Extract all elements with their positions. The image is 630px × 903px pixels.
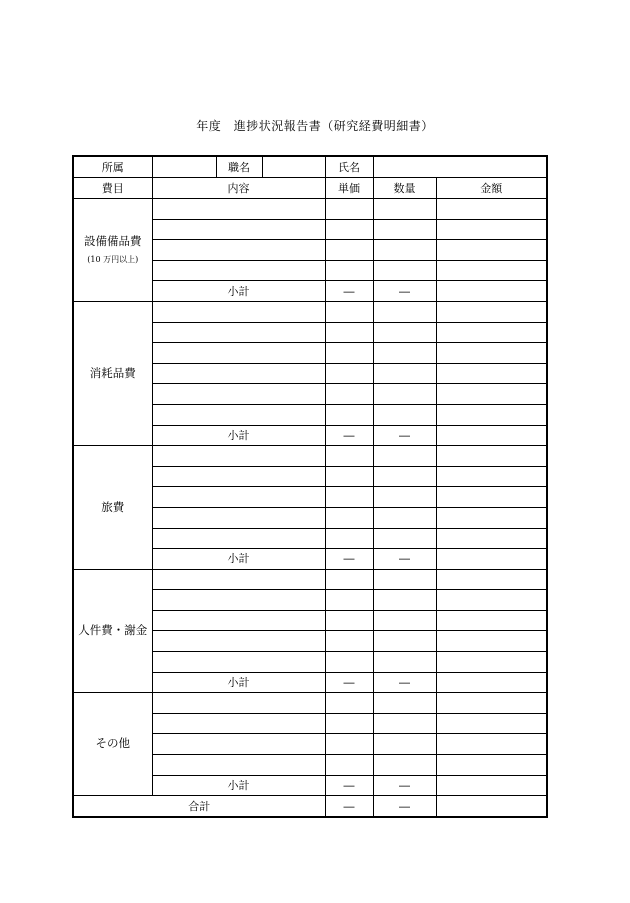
page-title: 年度 進捗状況報告書（研究経費明細書）: [196, 119, 434, 133]
content-cell[interactable]: [152, 569, 325, 590]
total-amount-cell[interactable]: [436, 796, 547, 817]
content-cell[interactable]: [152, 219, 325, 240]
subtotal-unit-price-dash: ―: [325, 281, 373, 302]
table-row: [73, 569, 547, 590]
amount-cell[interactable]: [436, 322, 547, 343]
unit-price-cell[interactable]: [325, 260, 373, 281]
amount-cell[interactable]: [436, 528, 547, 549]
total-unit-price-dash: ―: [325, 796, 373, 817]
name-field[interactable]: [373, 156, 547, 178]
content-cell[interactable]: [152, 631, 325, 652]
amount-cell[interactable]: [436, 343, 547, 364]
unit-price-cell[interactable]: [325, 610, 373, 631]
unit-price-cell[interactable]: [325, 652, 373, 673]
amount-cell[interactable]: [436, 260, 547, 281]
total-row: [73, 796, 547, 817]
column-header-row: [73, 178, 547, 199]
category-consumables: [73, 301, 152, 445]
amount-cell[interactable]: [436, 755, 547, 776]
quantity-cell[interactable]: [373, 631, 436, 652]
quantity-cell[interactable]: [373, 363, 436, 384]
unit-price-cell[interactable]: [325, 384, 373, 405]
amount-cell[interactable]: [436, 404, 547, 425]
content-cell[interactable]: [152, 713, 325, 734]
amount-cell[interactable]: [436, 219, 547, 240]
affiliation-field[interactable]: [152, 156, 216, 178]
content-cell[interactable]: [152, 652, 325, 673]
amount-cell[interactable]: [436, 487, 547, 508]
subtotal-quantity-dash: ―: [373, 281, 436, 302]
amount-cell[interactable]: [436, 446, 547, 467]
amount-cell[interactable]: [436, 590, 547, 611]
category-travel: [73, 446, 152, 570]
amount-cell[interactable]: [436, 240, 547, 261]
subtotal-label: 小計: [152, 672, 325, 693]
quantity-cell[interactable]: [373, 219, 436, 240]
position-label: 職名: [216, 156, 262, 178]
unit-price-cell[interactable]: [325, 507, 373, 528]
content-cell[interactable]: [152, 301, 325, 322]
amount-cell[interactable]: [436, 384, 547, 405]
amount-cell[interactable]: [436, 466, 547, 487]
amount-cell[interactable]: [436, 301, 547, 322]
subtotal-amount-cell[interactable]: [436, 425, 547, 446]
quantity-cell[interactable]: [373, 652, 436, 673]
col-category: 費目: [73, 178, 152, 199]
unit-price-cell[interactable]: [325, 404, 373, 425]
subtotal-quantity-dash: ―: [373, 425, 436, 446]
table-row: [73, 199, 547, 220]
position-field[interactable]: [262, 156, 325, 178]
quantity-cell[interactable]: [373, 343, 436, 364]
unit-price-cell[interactable]: [325, 590, 373, 611]
unit-price-cell[interactable]: [325, 322, 373, 343]
amount-cell[interactable]: [436, 734, 547, 755]
amount-cell[interactable]: [436, 652, 547, 673]
content-cell[interactable]: [152, 466, 325, 487]
category-personnel: [73, 569, 152, 693]
expense-table: [72, 155, 548, 818]
unit-price-cell[interactable]: [325, 343, 373, 364]
content-cell[interactable]: [152, 487, 325, 508]
subtotal-quantity-dash: ―: [373, 672, 436, 693]
quantity-cell[interactable]: [373, 590, 436, 611]
content-cell[interactable]: [152, 384, 325, 405]
content-cell[interactable]: [152, 199, 325, 220]
col-amount: 金額: [436, 178, 547, 199]
subtotal-label: 小計: [152, 549, 325, 570]
category-other: [73, 693, 152, 796]
affiliation-label: 所属: [73, 156, 152, 178]
content-cell[interactable]: [152, 343, 325, 364]
subtotal-label: 小計: [152, 425, 325, 446]
quantity-cell[interactable]: [373, 734, 436, 755]
quantity-cell[interactable]: [373, 466, 436, 487]
unit-price-cell[interactable]: [325, 363, 373, 384]
amount-cell[interactable]: [436, 631, 547, 652]
unit-price-cell[interactable]: [325, 528, 373, 549]
subtotal-unit-price-dash: ―: [325, 775, 373, 796]
unit-price-cell[interactable]: [325, 755, 373, 776]
subtotal-quantity-dash: ―: [373, 775, 436, 796]
content-cell[interactable]: [152, 528, 325, 549]
category-label: 設備備品費: [84, 234, 142, 249]
amount-cell[interactable]: [436, 713, 547, 734]
subtotal-quantity-dash: ―: [373, 549, 436, 570]
col-quantity: 数量: [373, 178, 436, 199]
quantity-cell[interactable]: [373, 404, 436, 425]
quantity-cell[interactable]: [373, 507, 436, 528]
content-cell[interactable]: [152, 507, 325, 528]
quantity-cell[interactable]: [373, 693, 436, 714]
col-content: 内容: [152, 178, 325, 199]
quantity-cell[interactable]: [373, 487, 436, 508]
content-cell[interactable]: [152, 755, 325, 776]
unit-price-cell[interactable]: [325, 301, 373, 322]
table-row: [73, 693, 547, 714]
info-row: [73, 156, 547, 178]
subtotal-amount-cell[interactable]: [436, 775, 547, 796]
category-label: その他: [95, 736, 130, 751]
subtotal-amount-cell[interactable]: [436, 549, 547, 570]
col-unit-price: 単価: [325, 178, 373, 199]
table-row: [73, 446, 547, 467]
subtotal-unit-price-dash: ―: [325, 425, 373, 446]
quantity-cell[interactable]: [373, 713, 436, 734]
category-label: 人件費・謝金: [78, 623, 148, 638]
content-cell[interactable]: [152, 240, 325, 261]
quantity-cell[interactable]: [373, 384, 436, 405]
subtotal-unit-price-dash: ―: [325, 672, 373, 693]
amount-cell[interactable]: [436, 199, 547, 220]
quantity-cell[interactable]: [373, 755, 436, 776]
subtotal-unit-price-dash: ―: [325, 549, 373, 570]
quantity-cell[interactable]: [373, 610, 436, 631]
unit-price-cell[interactable]: [325, 693, 373, 714]
unit-price-cell[interactable]: [325, 713, 373, 734]
subtotal-label: 小計: [152, 281, 325, 302]
amount-cell[interactable]: [436, 507, 547, 528]
unit-price-cell[interactable]: [325, 569, 373, 590]
category-label: 旅費: [101, 499, 125, 514]
subtotal-amount-cell[interactable]: [436, 672, 547, 693]
unit-price-cell[interactable]: [325, 240, 373, 261]
content-cell[interactable]: [152, 404, 325, 425]
category-equipment: [73, 199, 152, 302]
content-cell[interactable]: [152, 590, 325, 611]
subtotal-amount-cell[interactable]: [436, 281, 547, 302]
unit-price-cell[interactable]: [325, 446, 373, 467]
subtotal-label: 小計: [152, 775, 325, 796]
amount-cell[interactable]: [436, 363, 547, 384]
unit-price-cell[interactable]: [325, 219, 373, 240]
content-cell[interactable]: [152, 446, 325, 467]
quantity-cell[interactable]: [373, 446, 436, 467]
content-cell[interactable]: [152, 260, 325, 281]
content-cell[interactable]: [152, 363, 325, 384]
content-cell[interactable]: [152, 734, 325, 755]
unit-price-cell[interactable]: [325, 734, 373, 755]
amount-cell[interactable]: [436, 569, 547, 590]
content-cell[interactable]: [152, 693, 325, 714]
quantity-cell[interactable]: [373, 260, 436, 281]
total-label: 合計: [73, 796, 325, 817]
quantity-cell[interactable]: [373, 240, 436, 261]
quantity-cell[interactable]: [373, 528, 436, 549]
category-label: 消耗品費: [89, 365, 136, 380]
unit-price-cell[interactable]: [325, 631, 373, 652]
unit-price-cell[interactable]: [325, 466, 373, 487]
quantity-cell[interactable]: [373, 199, 436, 220]
name-label: 氏名: [325, 156, 373, 178]
content-cell[interactable]: [152, 610, 325, 631]
quantity-cell[interactable]: [373, 301, 436, 322]
unit-price-cell[interactable]: [325, 487, 373, 508]
unit-price-cell[interactable]: [325, 199, 373, 220]
quantity-cell[interactable]: [373, 322, 436, 343]
amount-cell[interactable]: [436, 693, 547, 714]
amount-cell[interactable]: [436, 610, 547, 631]
total-quantity-dash: ―: [373, 796, 436, 817]
table-row: [73, 301, 547, 322]
quantity-cell[interactable]: [373, 569, 436, 590]
category-note: (10 万円以上): [87, 254, 139, 264]
content-cell[interactable]: [152, 322, 325, 343]
